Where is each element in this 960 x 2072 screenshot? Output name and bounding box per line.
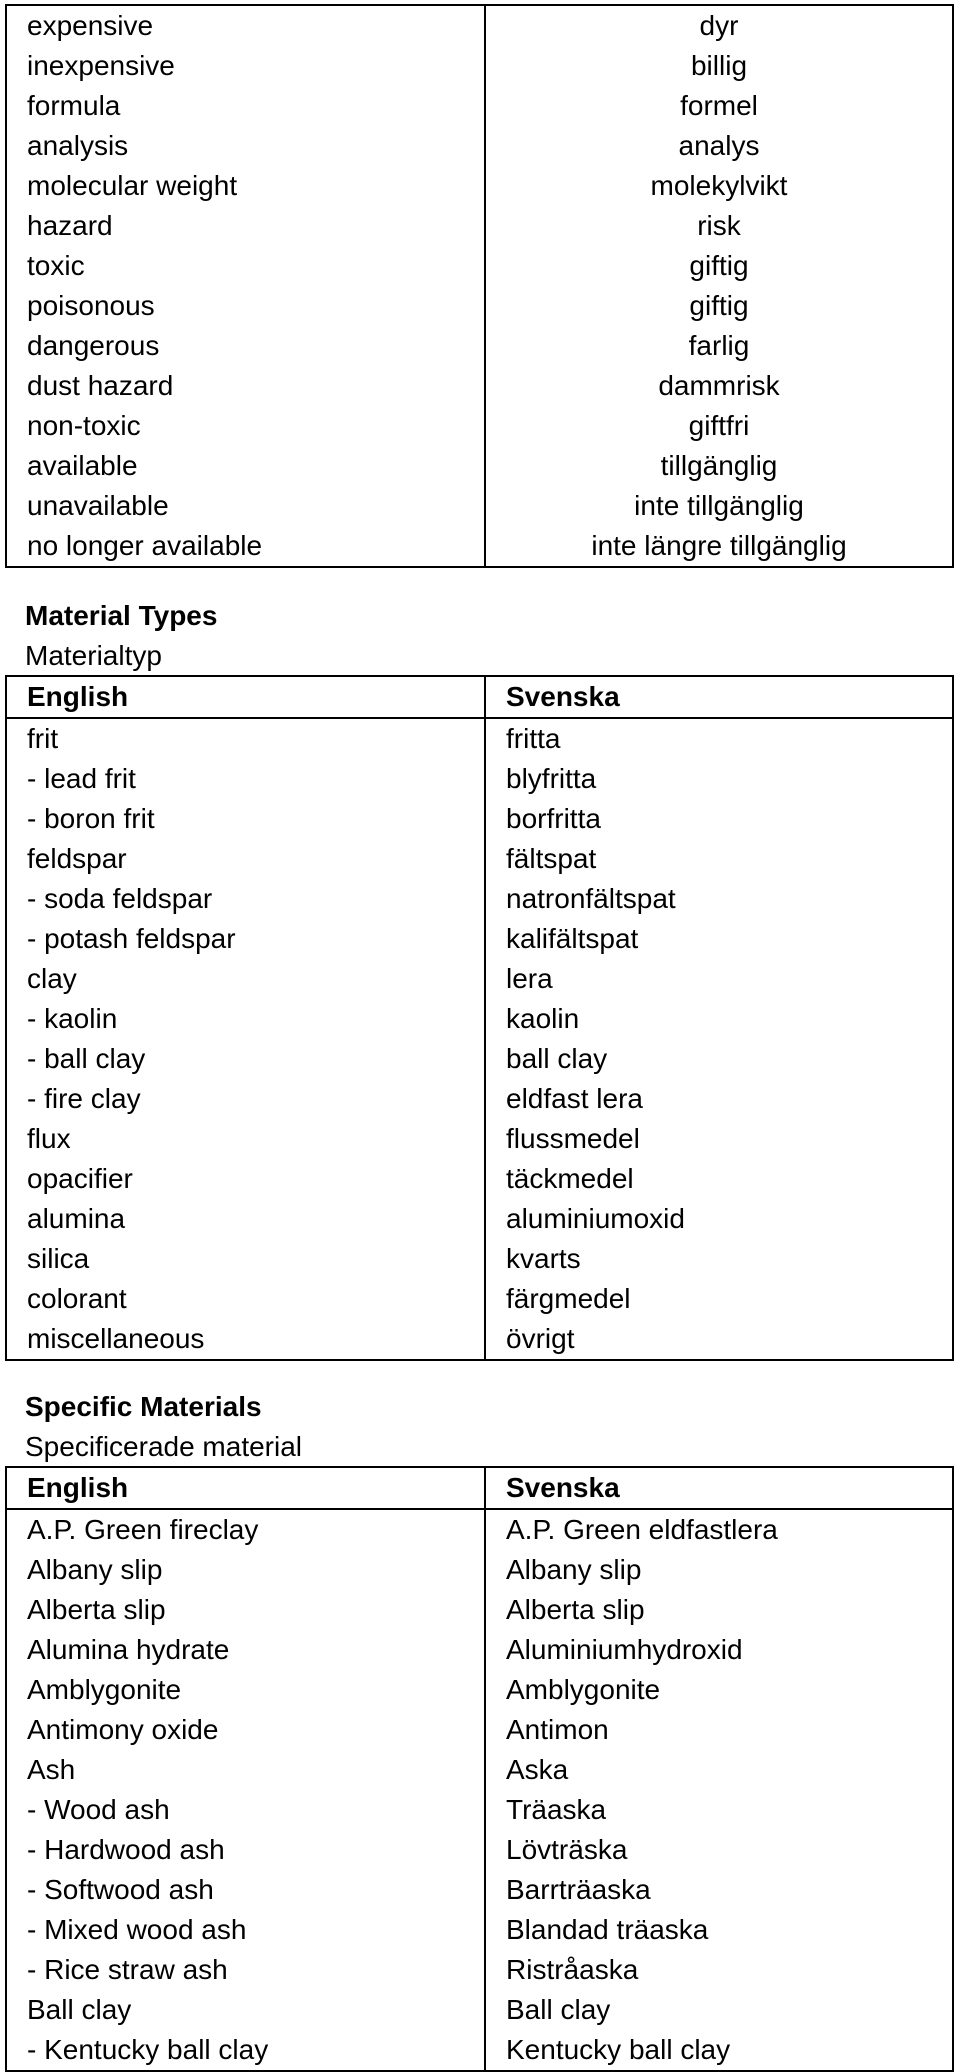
term-svenska: täckmedel: [506, 1163, 634, 1194]
term-english: - Hardwood ash: [27, 1834, 225, 1865]
term-english: flux: [27, 1123, 71, 1154]
section-title: Specific Materials: [25, 1391, 262, 1422]
term-english: - Rice straw ash: [27, 1954, 228, 1985]
header-english: English: [6, 676, 485, 718]
table-row: [6, 5, 953, 567]
term-svenska: giftig: [689, 250, 749, 281]
term-svenska: giftig: [689, 290, 749, 321]
term-svenska: giftfri: [688, 410, 750, 441]
term-english: dangerous: [27, 330, 160, 361]
term-english: - fire clay: [27, 1083, 141, 1114]
term-english: - soda feldspar: [27, 883, 213, 914]
term-svenska: tillgänglig: [660, 450, 778, 481]
term-svenska: analys: [678, 130, 760, 161]
term-english: inexpensive: [27, 50, 175, 81]
term-svenska: fritta: [506, 723, 561, 754]
section-subtitle: Specificerade material: [25, 1431, 303, 1462]
term-svenska: Aluminiumhydroxid: [506, 1634, 743, 1665]
term-english: no longer available: [27, 530, 263, 561]
header-svenska: Svenska: [485, 1467, 953, 1509]
term-svenska: Ristråaska: [506, 1954, 639, 1985]
term-english: dust hazard: [27, 370, 174, 401]
term-english: - Wood ash: [27, 1794, 170, 1825]
svenska-column: [485, 5, 953, 567]
term-english: - boron frit: [27, 803, 155, 834]
section-title: Material Types: [25, 600, 218, 631]
table-header-row: [6, 1467, 953, 1509]
term-svenska: Kentucky ball clay: [506, 2034, 731, 2065]
term-english: Albany slip: [27, 1554, 163, 1585]
term-english: opacifier: [27, 1163, 133, 1194]
term-svenska: kalifältspat: [506, 923, 639, 954]
term-svenska: eldfast lera: [506, 1083, 643, 1114]
term-english: Ash: [27, 1754, 76, 1785]
term-svenska: lera: [506, 963, 553, 994]
term-svenska: Aska: [506, 1754, 569, 1785]
term-svenska: Blandad träaska: [506, 1914, 709, 1945]
term-english: Alumina hydrate: [27, 1634, 230, 1665]
english-column: [6, 718, 485, 1360]
svenska-column: [485, 718, 953, 1360]
term-svenska: Albany slip: [506, 1554, 642, 1585]
term-svenska: inte tillgänglig: [634, 490, 804, 521]
term-english: feldspar: [27, 843, 127, 874]
term-svenska: formel: [680, 90, 758, 121]
section-subtitle: Materialtyp: [25, 640, 162, 671]
table-header-row: [6, 676, 953, 718]
term-english: Amblygonite: [27, 1674, 182, 1705]
english-column: [6, 5, 485, 567]
term-english: available: [27, 450, 138, 481]
term-svenska: färgmedel: [506, 1283, 631, 1314]
svenska-column: [485, 1509, 953, 2071]
term-svenska: A.P. Green eldfastlera: [506, 1514, 778, 1545]
term-svenska: molekylvikt: [650, 170, 788, 201]
term-english: - lead frit: [27, 763, 136, 794]
term-svenska: dyr: [699, 10, 739, 41]
term-english: colorant: [27, 1283, 127, 1314]
english-column: [6, 1509, 485, 2071]
general-terms-table: [5, 4, 954, 568]
term-svenska: farlig: [688, 330, 750, 361]
term-svenska: billig: [690, 50, 748, 81]
term-english: - Softwood ash: [27, 1874, 214, 1905]
term-svenska: Träaska: [506, 1794, 607, 1825]
term-english: toxic: [27, 250, 85, 281]
material-types-heading: [25, 596, 217, 676]
term-svenska: risk: [697, 210, 741, 241]
term-english: alumina: [27, 1203, 126, 1234]
table-row: [6, 1509, 953, 2071]
term-english: clay: [27, 963, 77, 994]
term-svenska: dammrisk: [658, 370, 780, 401]
term-english: - potash feldspar: [27, 923, 236, 954]
term-english: non-toxic: [27, 410, 141, 441]
term-english: analysis: [27, 130, 129, 161]
term-svenska: Lövträska: [506, 1834, 628, 1865]
term-english: - Kentucky ball clay: [27, 2034, 269, 2065]
material-types-table: [5, 675, 954, 1361]
term-svenska: ball clay: [506, 1043, 608, 1074]
term-english: formula: [27, 90, 121, 121]
term-english: - ball clay: [27, 1043, 146, 1074]
term-english: poisonous: [27, 290, 155, 321]
term-svenska: blyfritta: [506, 763, 597, 794]
term-english: Ball clay: [27, 1994, 132, 2025]
term-english: Antimony oxide: [27, 1714, 219, 1745]
term-svenska: kaolin: [506, 1003, 580, 1034]
term-english: miscellaneous: [27, 1323, 205, 1354]
header-svenska: Svenska: [485, 676, 953, 718]
term-english: molecular weight: [27, 170, 238, 201]
term-svenska: Amblygonite: [506, 1674, 661, 1705]
term-svenska: övrigt: [506, 1323, 575, 1354]
header-english: English: [6, 1467, 485, 1509]
term-english: - Mixed wood ash: [27, 1914, 247, 1945]
term-english: frit: [27, 723, 59, 754]
term-svenska: fältspat: [506, 843, 597, 874]
term-svenska: borfritta: [506, 803, 601, 834]
term-english: - kaolin: [27, 1003, 118, 1034]
table-row: [6, 718, 953, 1360]
term-english: A.P. Green fireclay: [27, 1514, 259, 1545]
term-svenska: Ball clay: [506, 1994, 611, 2025]
term-english: hazard: [27, 210, 113, 241]
term-svenska: inte längre tillgänglig: [591, 530, 847, 561]
term-svenska: aluminiumoxid: [506, 1203, 685, 1234]
term-svenska: natronfältspat: [506, 883, 676, 914]
term-english: silica: [27, 1243, 90, 1274]
specific-materials-heading: [25, 1387, 302, 1467]
specific-materials-table: [5, 1466, 954, 2072]
term-svenska: kvarts: [506, 1243, 581, 1274]
term-english: expensive: [27, 10, 154, 41]
term-svenska: Antimon: [506, 1714, 609, 1745]
term-svenska: flussmedel: [506, 1123, 640, 1154]
term-svenska: Barrträaska: [506, 1874, 651, 1905]
term-svenska: Alberta slip: [506, 1594, 645, 1625]
term-english: unavailable: [27, 490, 169, 521]
term-english: Alberta slip: [27, 1594, 166, 1625]
